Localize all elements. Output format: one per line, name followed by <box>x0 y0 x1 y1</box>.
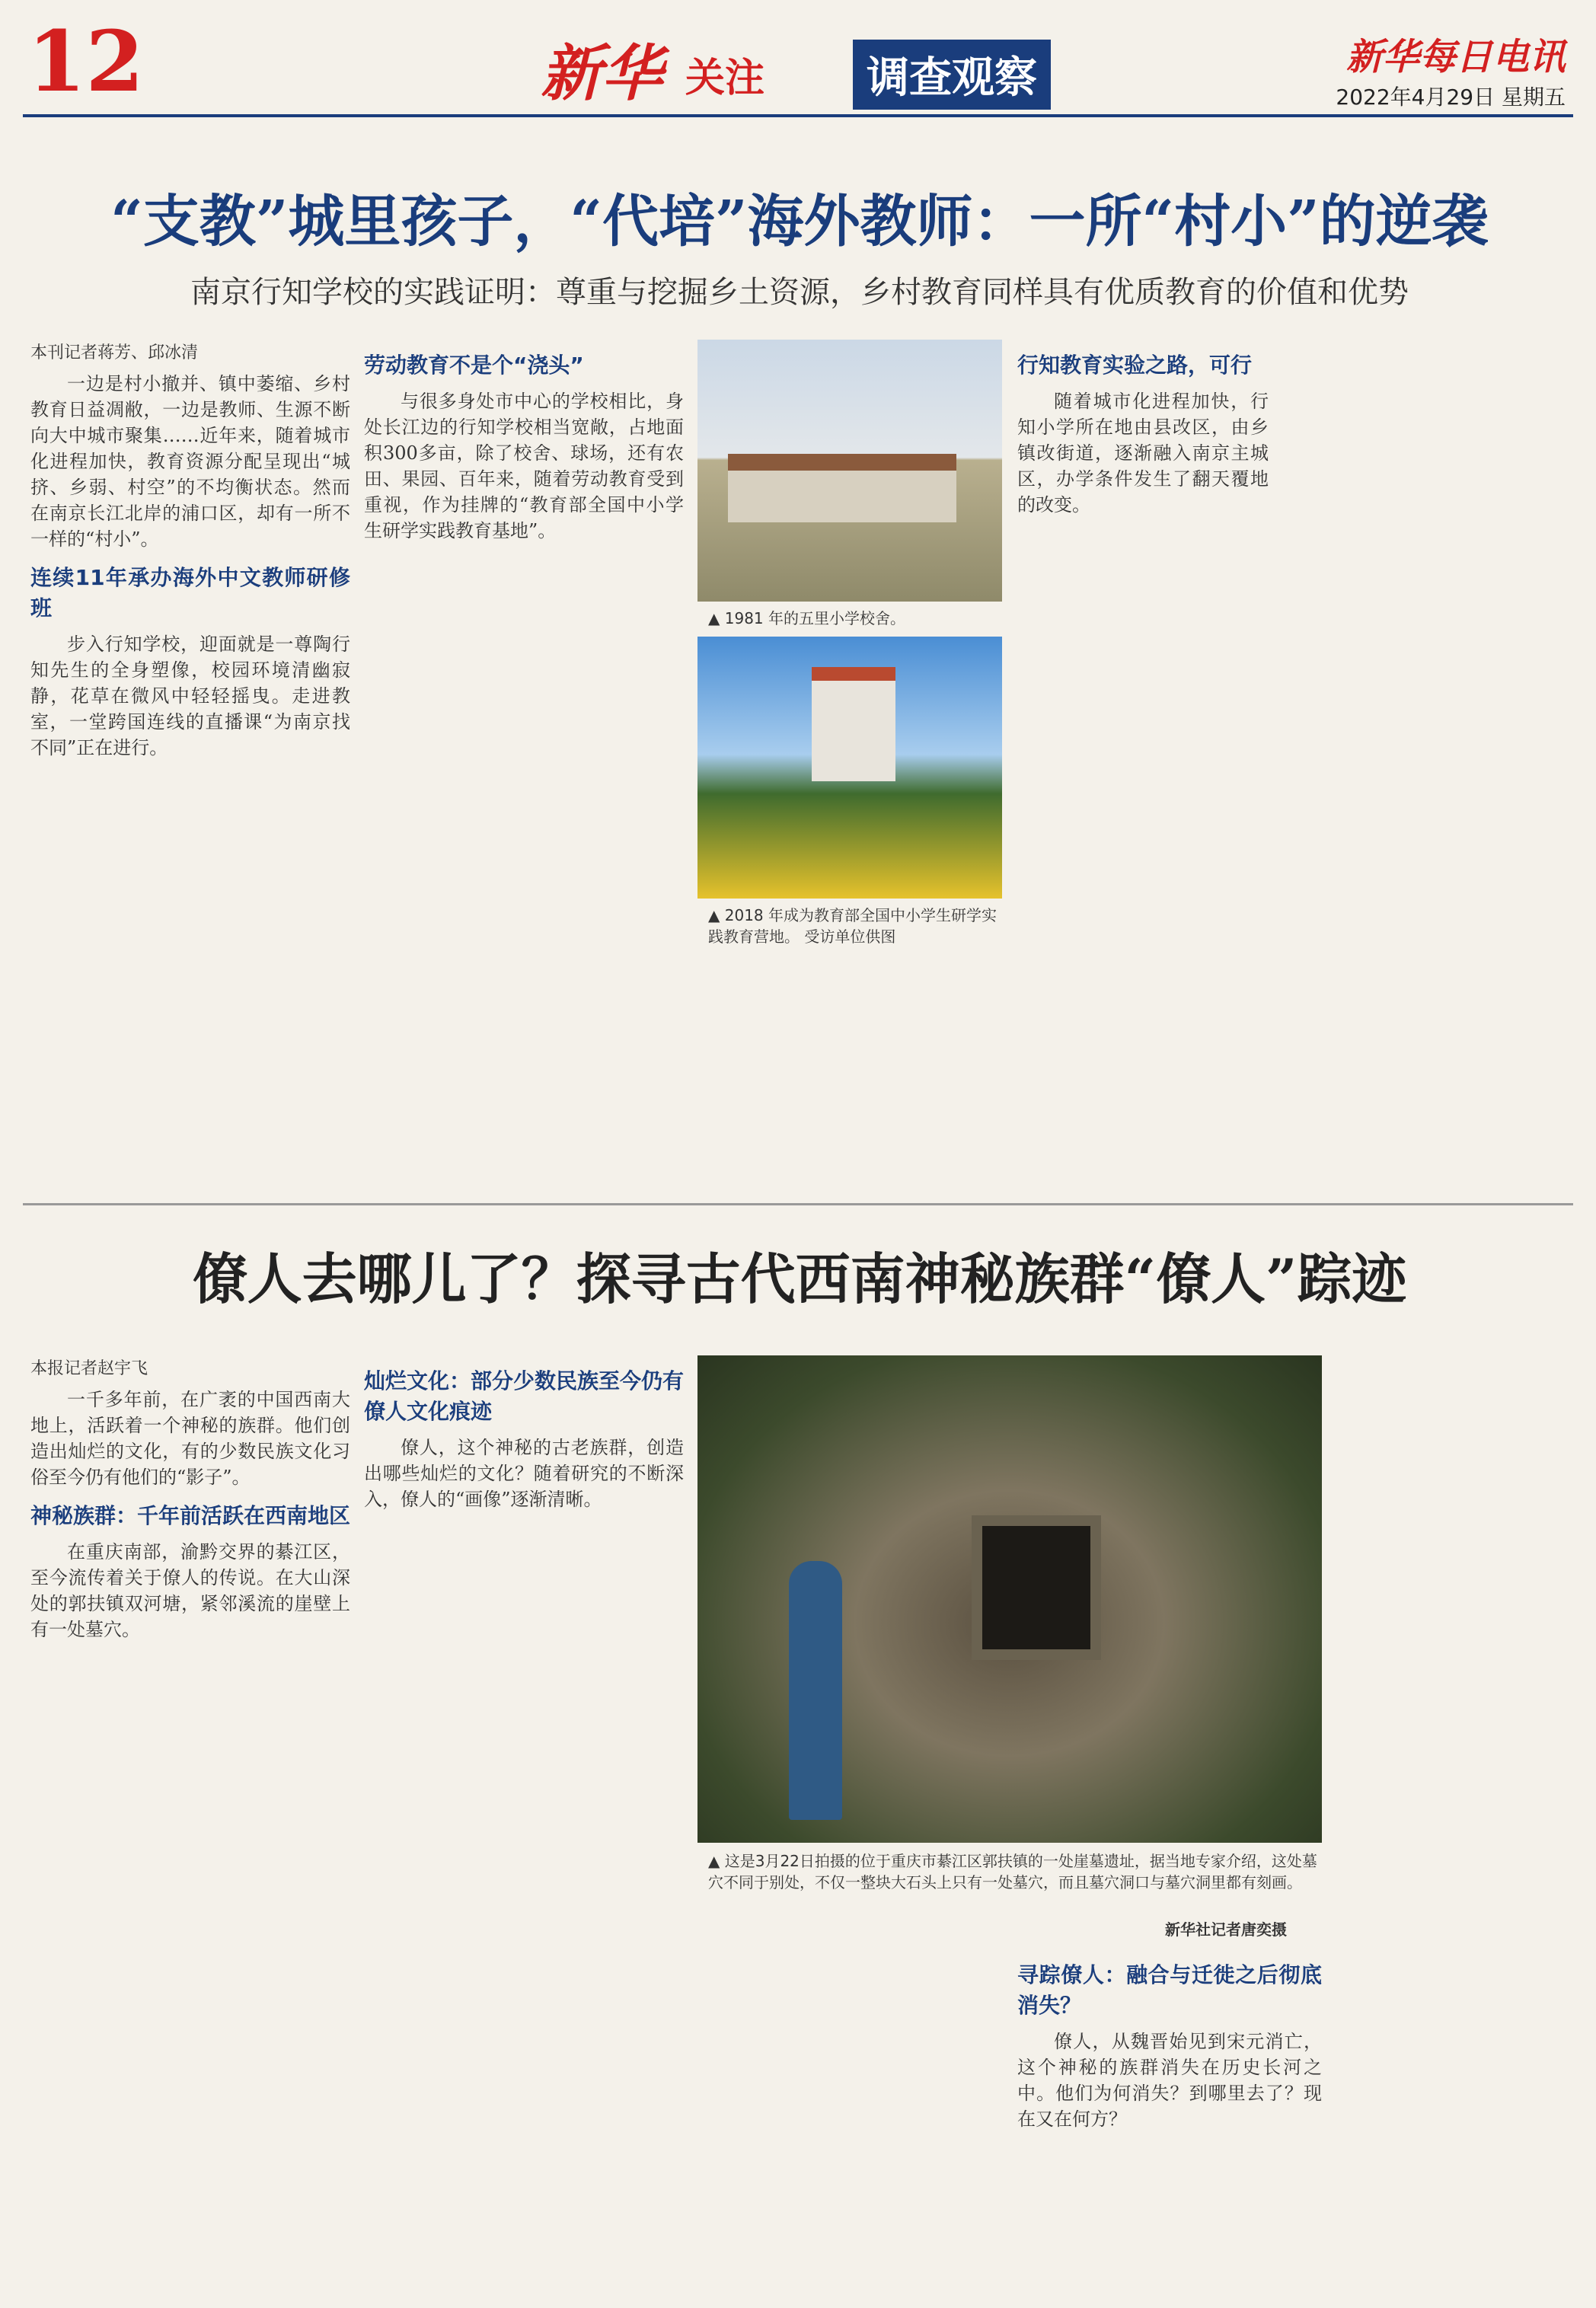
article1-column-1 <box>30 340 350 1177</box>
section-label: 关注 <box>685 56 765 101</box>
photo2-caption: ▲ 2018 年成为教育部全国中小学生研学实践教育营地。 受访单位供图 <box>708 906 997 946</box>
page-number: 12 <box>27 12 145 110</box>
photo3-caption: ▲ 这是3月22日拍摄的位于重庆市綦江区郭扶镇的一处崖墓遗址，据当地专家介绍，这处墓穴不同于别处，不仅一整块大石头上只有一处墓穴，而且墓穴洞口与墓穴洞里都有刻画。 <box>708 1852 1317 1891</box>
brand-logo: 新华 <box>541 37 662 109</box>
article1-section-2-text: 与很多身处市中心的学校相比，身处长江边的行知学校相当宽敞，占地面积300多亩，除了校舍、球场，还有农田、果园、百年来，随着劳动教育受到重视，作为挂牌的“教育部全国中小学生研学实践教育基地”。 <box>364 391 684 541</box>
photo3-credit: 新华社记者唐奕摄 <box>1165 1920 1287 1939</box>
article1-section-1-title: 连续11年承办海外中文教师研修班 <box>30 565 350 621</box>
article1-section-3-title: 行知教育实验之路，可行 <box>1017 353 1253 378</box>
article2-intro: 一千多年前，在广袤的中国西南大地上，活跃着一个神秘的族群。他们创造出灿烂的文化，有的少数民族文化习俗至今仍有他们的“影子”。 <box>30 1389 350 1488</box>
masthead <box>0 0 1596 122</box>
article1-section-1-text: 步入行知学校，迎面就是一尊陶行知先生的全身塑像，校园环境清幽寂静，花草在微风中轻轻摇曳。走进教室，一堂跨国连线的直播课“为南京找不同”正在进行。 <box>30 634 350 758</box>
article1-subhead: 南京行知学校的实践证明：尊重与挖掘乡土资源，乡村教育同样具有优质教育的价值和优势 <box>190 275 1409 310</box>
article2-column-2 <box>364 1355 684 2300</box>
article1-headline: “支教”城里孩子，“代培”海外教师：一所“村小”的逆袭 <box>110 189 1489 254</box>
article2-column-3 <box>1017 1949 1322 2300</box>
school-2018-photo <box>697 637 1002 899</box>
article1-column-3 <box>1017 340 1269 1177</box>
column-label: 调查观察 <box>853 40 1051 110</box>
section-divider <box>23 1203 1573 1205</box>
school-1981-photo <box>697 340 1002 602</box>
article2-section-3-title: 寻踪僚人：融合与迁徙之后彻底消失？ <box>1017 1962 1322 2018</box>
article1-section-2-title: 劳动教育不是个“浇头” <box>364 353 584 378</box>
article2-section-1-text: 在重庆南部，渝黔交界的綦江区，至今流传着关于僚人的传说。在大山深处的郭扶镇双河塘，紧邻溪流的崖壁上有一处墓穴。 <box>30 1541 350 1640</box>
issue-date: 2022年4月29日 星期五 <box>1336 85 1566 110</box>
article1-byline: 本刊记者蒋芳、邱冰清 <box>30 343 199 362</box>
newspaper-name: 新华每日电讯 <box>1345 36 1566 78</box>
article2-byline: 本报记者赵宇飞 <box>30 1359 148 1378</box>
article2-column-1 <box>30 1355 350 2300</box>
masthead-rule <box>23 114 1573 117</box>
article1-column-2 <box>364 340 684 1177</box>
cliff-tomb-photo <box>697 1355 1322 1843</box>
article2-section-2-title: 灿烂文化：部分少数民族至今仍有僚人文化痕迹 <box>364 1368 684 1424</box>
article2-section-2-text: 僚人，这个神秘的古老族群，创造出哪些灿烂的文化？随着研究的不断深入，僚人的“画像”逐渐清晰。 <box>364 1437 684 1510</box>
article1-intro: 一边是村小撤并、镇中萎缩、乡村教育日益凋敝，一边是教师、生源不断向大中城市聚集……近年来，随着城市化进程加快，教育资源分配呈现出“城挤、乡弱、村空”的不均衡状态。然而在南京长江北岸的浦口区，却有一所不一样的“村小”。 <box>30 373 350 550</box>
article1-section-3-text: 随着城市化进程加快，行知小学所在地由县改区，由乡镇改街道，逐渐融入南京主城区，办学条件发生了翻天覆地的改变。 <box>1017 391 1269 516</box>
article2-headline: 僚人去哪儿了？探寻古代西南神秘族群“僚人”踪迹 <box>192 1247 1407 1311</box>
photo1-caption: ▲ 1981 年的五里小学校舍。 <box>708 609 905 627</box>
article2-section-3-text: 僚人，从魏晋始见到宋元消亡，这个神秘的族群消失在历史长河之中。他们为何消失？到哪里去了？现在又在何方？ <box>1017 2031 1322 2130</box>
article2-section-1-title: 神秘族群：千年前活跃在西南地区 <box>30 1503 350 1528</box>
